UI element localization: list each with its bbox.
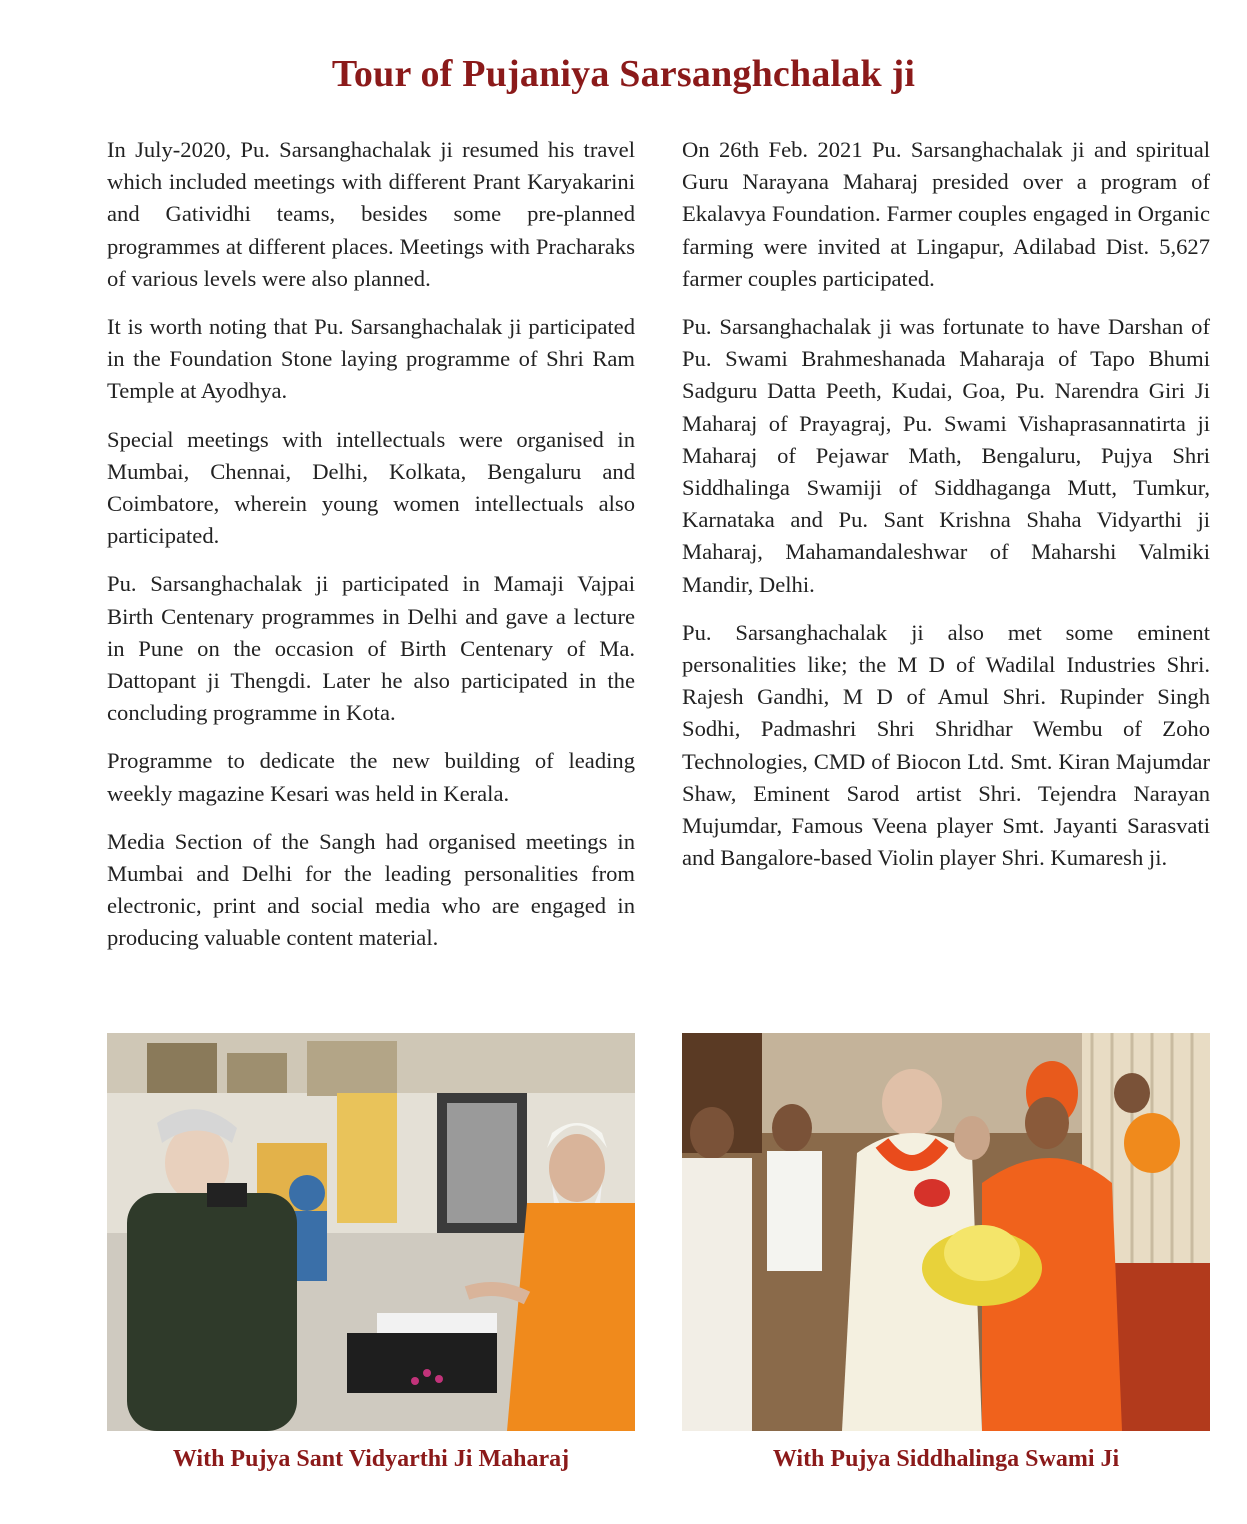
paragraph: On 26th Feb. 2021 Pu. Sarsanghachalak ji and spiritual Guru Narayana Maharaj presided over a program of Ekalavya Foundation. Farmer couples engaged in Organic farming were invited at Lingapur, Adilabad Dist. 5,627 farmer couples participated. (682, 137, 1210, 291)
photo-illustration (107, 1033, 635, 1431)
paragraph: Pu. Sarsanghachalak ji participated in Mamaji Vajpai Birth Centenary programmes in Delhi and gave a lecture in Pune on the occasion of Birth Centenary of Ma. Dattopant ji Thengdi. Later he also participated in the concluding programme in Kota. (107, 571, 635, 726)
page-title: Tour of Pujaniya Sarsanghchalak ji (331, 53, 916, 95)
photo-caption: With Pujya Sant Vidyarthi Ji Maharaj (172, 1446, 570, 1472)
paragraph: Special meetings with intellectuals were organised in Mumbai, Chennai, Delhi, Kolkata, Bengaluru and Coimbatore, wherein young women intellectuals also participated. (107, 426, 635, 549)
photo-caption: With Pujya Siddhalinga Swami Ji (772, 1446, 1120, 1472)
paragraph: Pu. Sarsanghachalak ji was fortunate to have Darshan of Pu. Swami Brahmeshanada Maharaja of Tapo Bhumi Sadguru Datta Peeth, Kudai, Goa, Pu. Narendra Giri Ji Maharaj of Prayagraj, Pu. Swami Vishaprasannatirta ji Maharaj of Pejawar Math, Bengaluru, Pujya Shri Siddhalinga Swamiji of Siddhaganga Mutt, Tumkur, Karnataka and Pu. Sant Krishna Shaha Vidyarthi ji Maharaj, Mahamandaleshwar of Maharshi Valmiki Mandir, Delhi. (682, 314, 1210, 597)
right-text-column (682, 134, 1210, 890)
photo-siddhalinga-swami (682, 1033, 1210, 1431)
paragraph: Media Section of the Sangh had organised meetings in Mumbai and Delhi for the leading personalities from electronic, print and social media who are engaged in producing valuable content material. (107, 828, 635, 951)
paragraph: Pu. Sarsanghachalak ji also met some eminent personalities like; the M D of Wadilal Industries Shri. Rajesh Gandhi, M D of Amul Shri. Rupinder Singh Sodhi, Padmashri Shri Shridhar Wembu of Zoho Technologies, CMD of Biocon Ltd. Smt. Kiran Majumdar Shaw, Eminent Sarod artist Shri. Tejendra Narayan Mujumdar, Famous Veena player Smt. Jayanti Sarasvati and Bangalore-based Violin player Shri. Kumaresh ji. (682, 619, 1210, 871)
photo-illustration (682, 1033, 1210, 1431)
paragraph: It is worth noting that Pu. Sarsanghachalak ji participated in the Foundation Stone laying programme of Shri Ram Temple at Ayodhya. (107, 314, 635, 404)
paragraph: In July-2020, Pu. Sarsanghachalak ji resumed his travel which included meetings with different Prant Karyakarini and Gatividhi teams, besides some pre-planned programmes at different places. Meetings with Pracharaks of various levels were also planned. (107, 137, 635, 291)
left-text-column (107, 134, 635, 971)
photo-sant-vidyarthi (107, 1033, 635, 1431)
paragraph: Programme to dedicate the new building of leading weekly magazine Kesari was held in Kerala. (107, 748, 635, 806)
